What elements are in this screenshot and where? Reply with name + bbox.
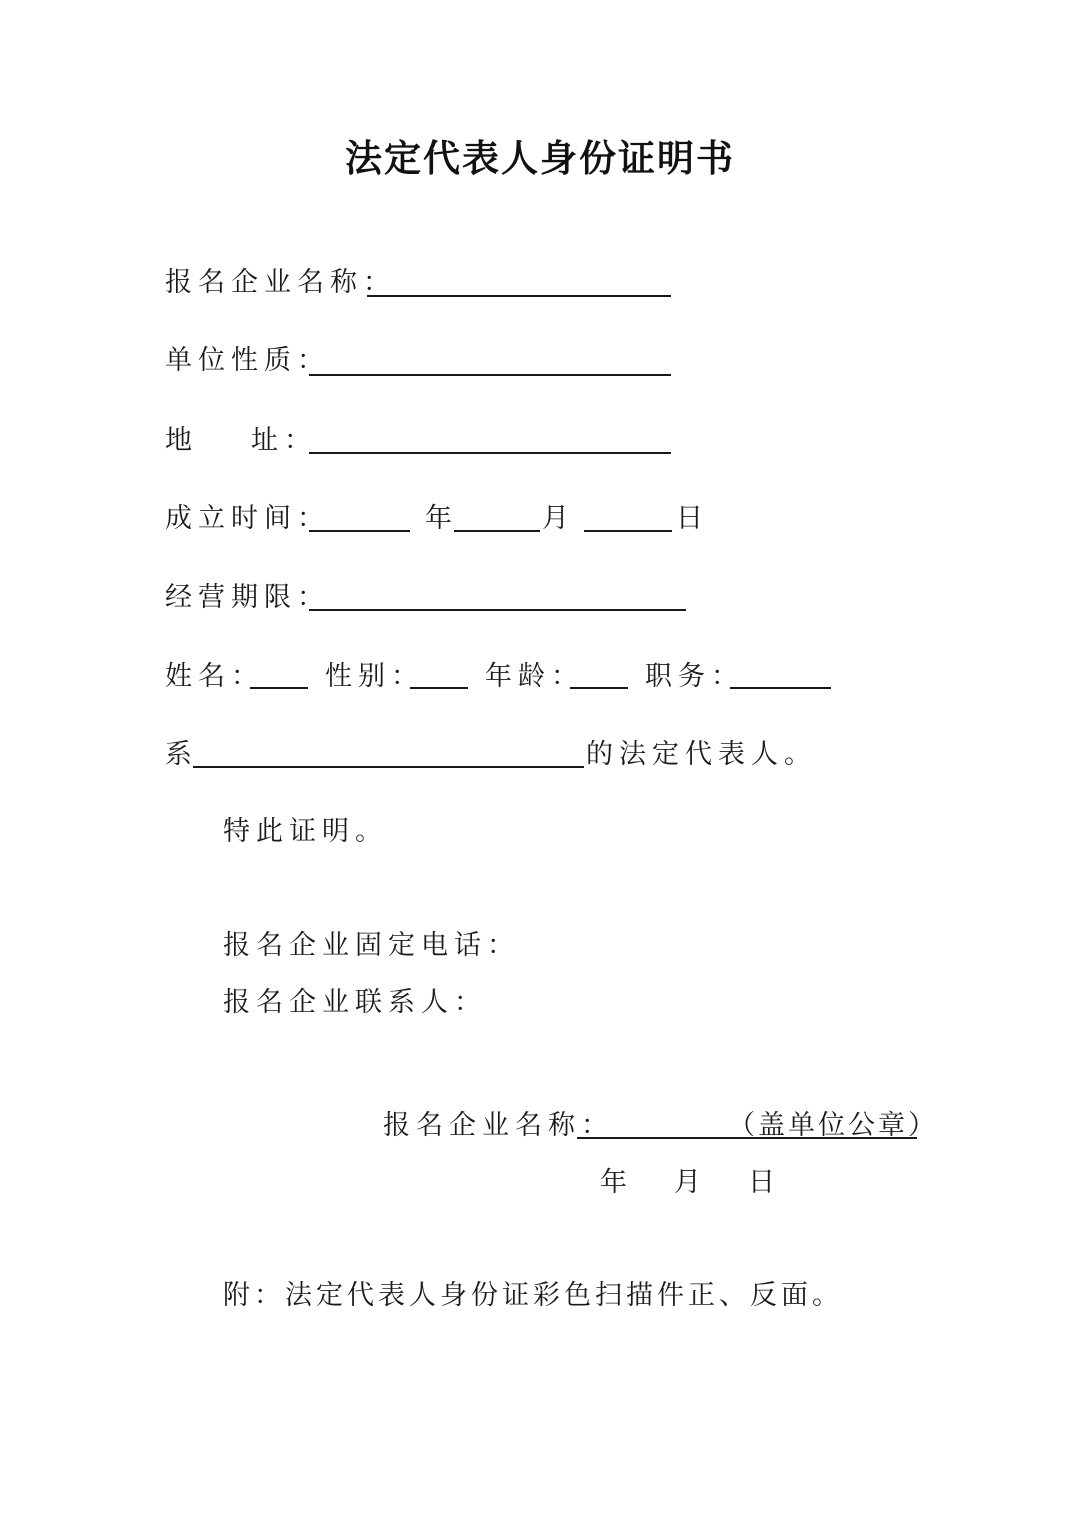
unit-nature-blank[interactable]: [309, 374, 671, 376]
name-blank[interactable]: [250, 687, 308, 689]
company-name-label: 报名企业名称：: [165, 267, 396, 298]
address-blank[interactable]: [309, 452, 671, 454]
age-label: 年龄：: [485, 661, 584, 692]
age-blank[interactable]: [570, 687, 628, 689]
certify-text: 特此证明。: [223, 816, 388, 847]
business-term-label: 经营期限：: [165, 582, 330, 613]
company-phone-label: 报名企业固定电话：: [223, 930, 520, 961]
seal-note: （盖单位公章）: [728, 1110, 938, 1141]
established-year-label: 年: [425, 503, 458, 534]
company-name-blank[interactable]: [367, 295, 671, 297]
position-blank[interactable]: [730, 687, 831, 689]
established-day-label: 日: [676, 503, 709, 534]
signature-year-label: 年: [600, 1167, 633, 1198]
gender-blank[interactable]: [410, 687, 468, 689]
established-month-blank[interactable]: [454, 530, 540, 532]
position-label: 职务：: [645, 661, 744, 692]
address-label-part1: 地: [165, 425, 198, 456]
signature-company-name-label: 报名企业名称：: [383, 1110, 614, 1141]
name-label: 姓名：: [165, 661, 264, 692]
document-title: 法定代表人身份证明书: [345, 136, 735, 180]
address-label-part2: 址：: [251, 425, 317, 456]
established-day-blank[interactable]: [584, 530, 672, 532]
company-statement-blank[interactable]: [193, 766, 584, 768]
signature-month-label: 月: [674, 1167, 707, 1198]
established-year-blank[interactable]: [309, 530, 410, 532]
attachment-note: 附：法定代表人身份证彩色扫描件正、反面。: [223, 1280, 843, 1311]
statement-suffix: 的法定代表人。: [586, 739, 817, 770]
established-month-label: 月: [542, 503, 575, 534]
unit-nature-label: 单位性质：: [165, 345, 330, 376]
signature-day-label: 日: [748, 1167, 781, 1198]
gender-label: 性别：: [325, 661, 424, 692]
business-term-blank[interactable]: [309, 609, 686, 611]
established-label: 成立时间：: [165, 503, 330, 534]
statement-prefix: 系: [165, 739, 198, 770]
company-contact-person-label: 报名企业联系人：: [223, 987, 487, 1018]
